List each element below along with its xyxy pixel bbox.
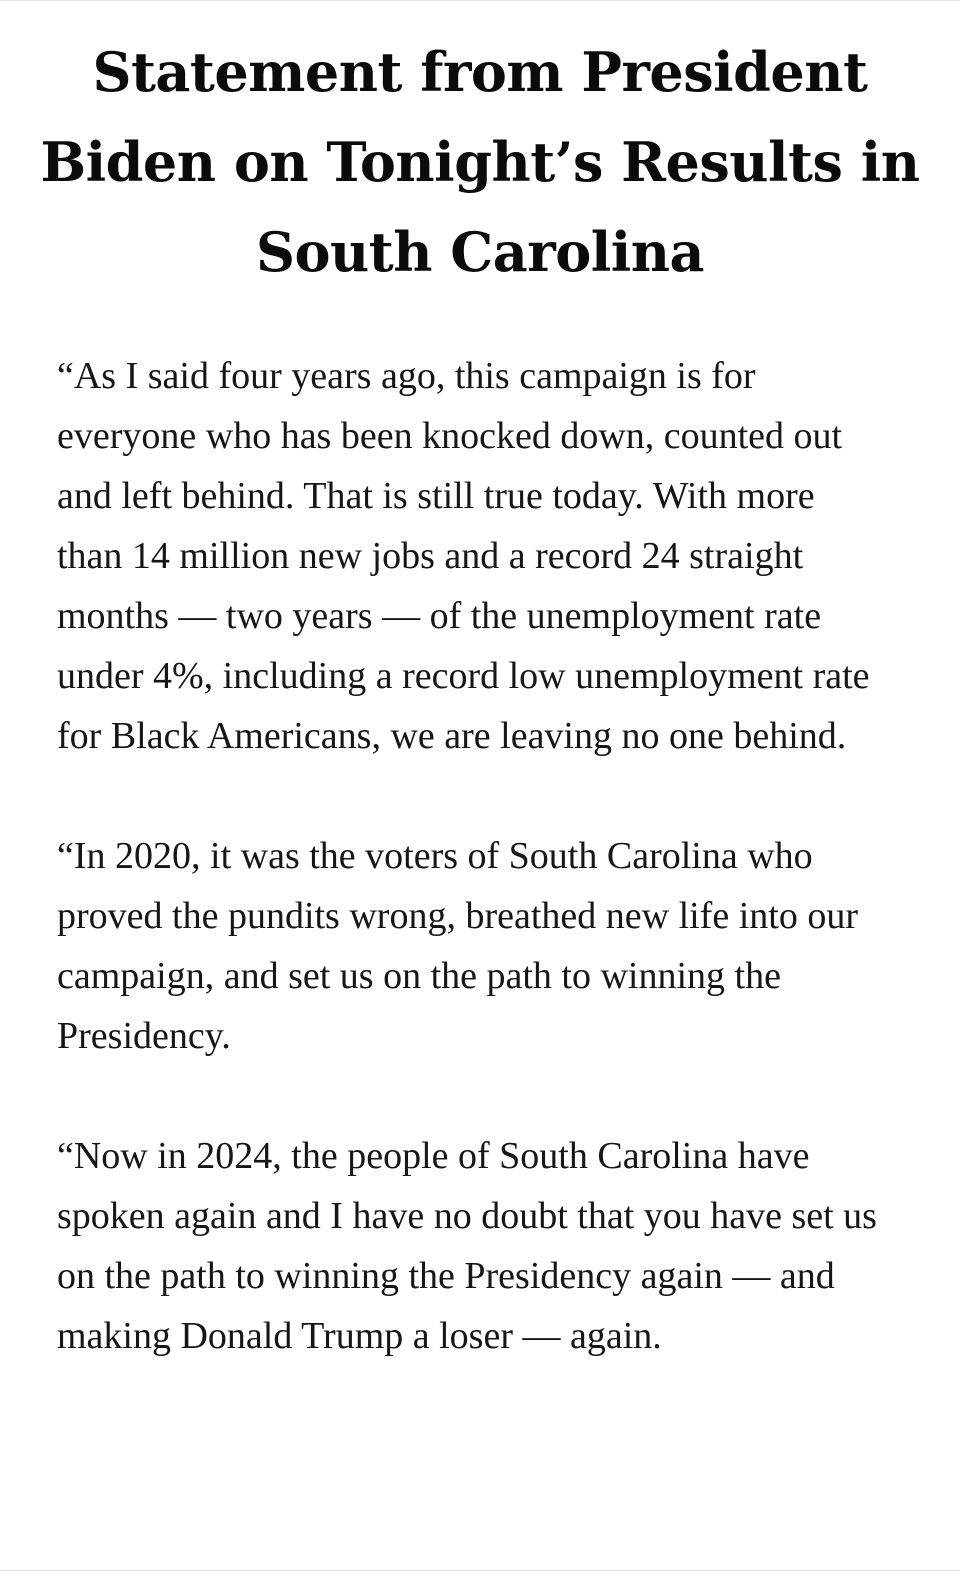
statement-body — [57, 346, 877, 1426]
statement-paragraph-2: “In 2020, it was the voters of South Carolina who proved the pundits wrong, breathed new life into our campaign, and set us on the path to winning the Presidency. — [57, 835, 858, 1057]
statement-title: Statement from President Biden on Tonight’s Results in South Carolina — [40, 40, 920, 284]
statement-paragraph-3: “Now in 2024, the people of South Carolina have spoken again and I have no doubt that you have set us on the path to winning the Presidency again — and making Donald Trump a loser — again. — [57, 1135, 877, 1357]
statement-paragraph-1: “As I said four years ago, this campaign is for everyone who has been knocked down, counted out and left behind. That is still true today. With more than 14 million new jobs and a record 24 straight months — two years — of the unemployment rate under 4%, including a record low unemployment rate for Black Americans, we are leaving no one behind. — [57, 355, 870, 757]
